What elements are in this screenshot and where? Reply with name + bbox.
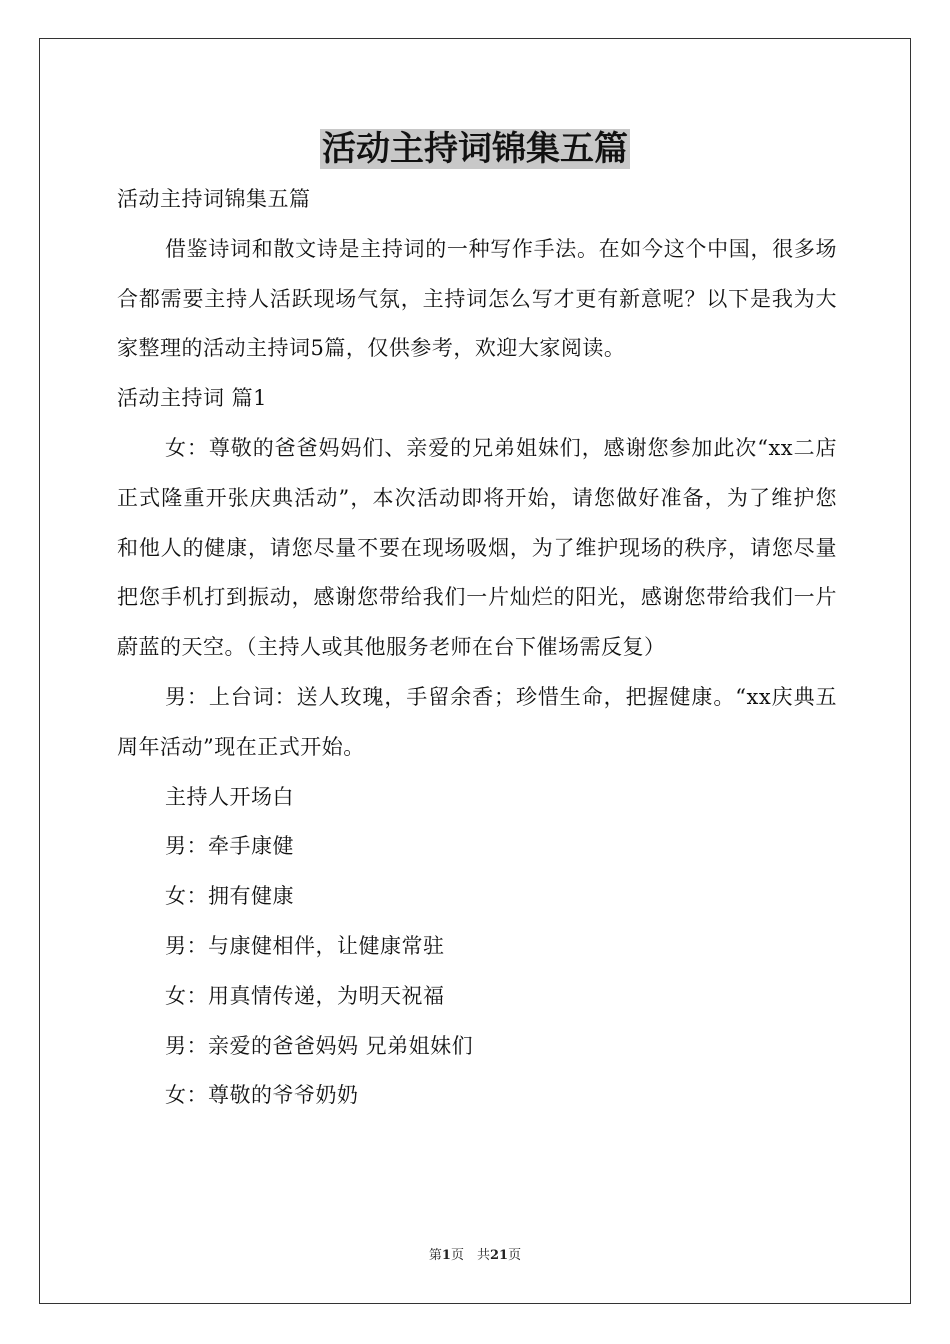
paragraph-intro: 借鉴诗词和散文诗是主持词的一种写作手法。在如今这个中国，很多场合都需要主持人活跃现场气氛，主持词怎么写才更有新意呢？以下是我为大家整理的活动主持词5篇，仅供参考，欢迎大家阅读。 [117,236,837,361]
page-number-total: 21 [489,1248,509,1263]
document-body [117,175,837,1121]
dialogue-line: 男：牵手康健 [165,834,294,859]
paragraph-subtitle: 活动主持词锦集五篇 [117,187,311,211]
page-footer [0,1246,950,1266]
paragraph-female-opening: 女：尊敬的爸爸妈妈们、亲爱的兄弟姐妹们，感谢您参加此次“xx二店正式隆重开张庆典活动”，本次活动即将开始，请您做好准备，为了维护您和他人的健康，请您尽量不要在现场吸烟，为了维护现场的秩序，请您尽量把您手机打到振动，感谢您带给我们一片灿烂的阳光，感谢您带给我们一片蔚蓝的天空。（主持人或其他服务老师在台下催场需反复） [117,435,837,660]
document-title-text: 活动主持词锦集五篇 [322,129,628,169]
document-title [0,126,950,172]
dialogue-line: 女：拥有健康 [165,884,294,909]
dialogue-line: 女：尊敬的爷爷奶奶 [165,1083,359,1108]
dialogue-line: 男：与康健相伴，让健康常驻 [165,933,445,958]
section-heading: 活动主持词 篇1 [117,386,268,411]
page-number-mid: 页 共 [450,1248,490,1263]
page-number-current: 1 [441,1248,451,1263]
paragraph-host-intro: 主持人开场白 [165,784,294,809]
dialogue-line: 男：亲爱的爸爸妈妈 兄弟姐妹们 [165,1033,474,1058]
paragraph-male-opening: 男：上台词：送人玫瑰，手留余香；珍惜生命，把握健康。“xx庆典五周年活动”现在正式开始。 [117,684,837,759]
dialogue-line: 女：用真情传递，为明天祝福 [165,983,445,1008]
page-number-suffix: 页 [508,1248,522,1263]
page-number-prefix: 第 [428,1248,442,1263]
